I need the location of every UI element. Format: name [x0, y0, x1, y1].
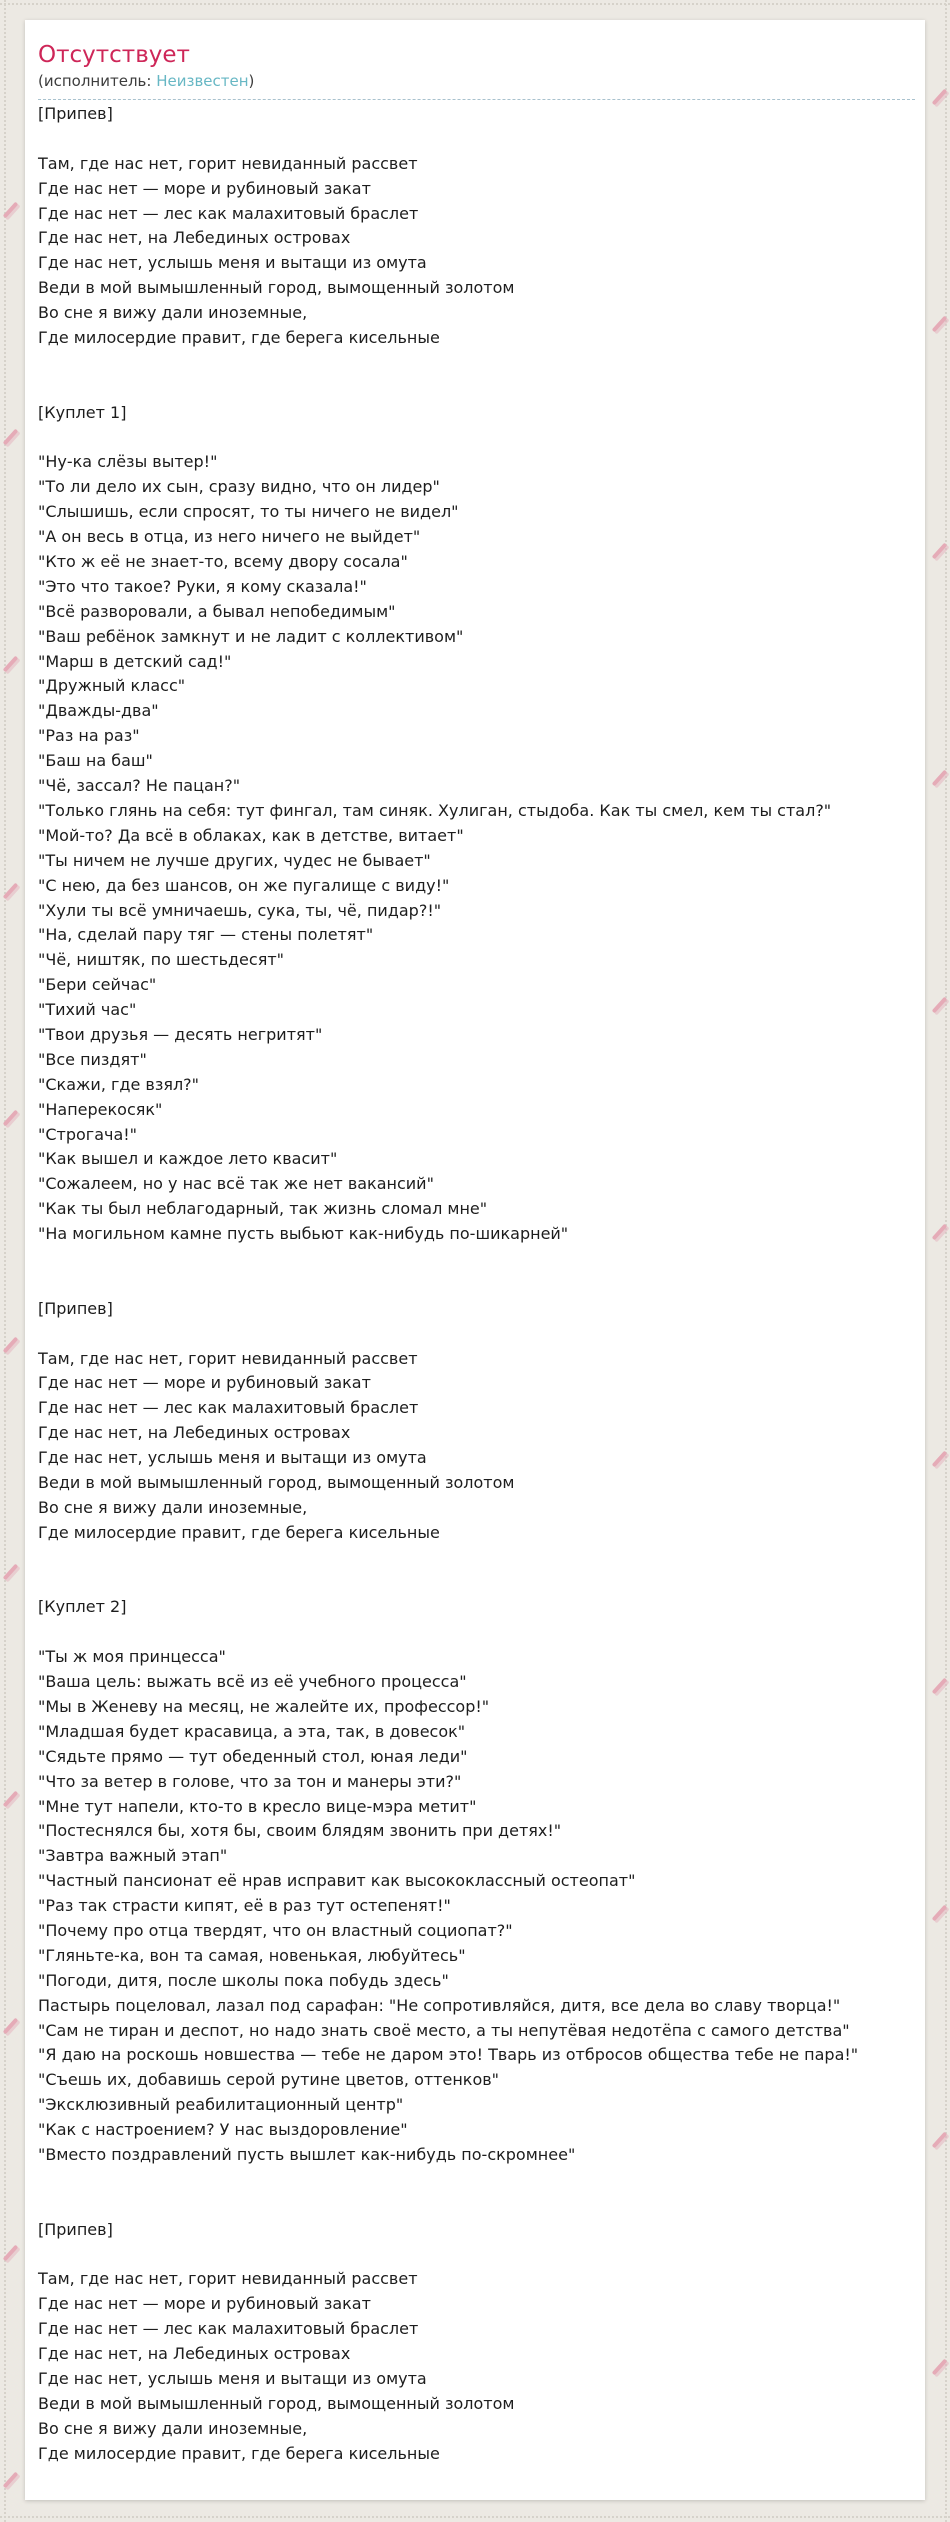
lyric-line: "Слышишь, если спросят, то ты ничего не видел" [38, 502, 459, 522]
lyric-line: Где нас нет — море и рубиновый закат [38, 178, 371, 198]
lyric-line [38, 376, 915, 401]
lyric-line: "Бери сейчас" [38, 975, 157, 995]
lyric-line: "Строгача!" [38, 1124, 138, 1144]
lyric-line: "Ваша цель: выжать всё из её учебного процесса" [38, 1672, 467, 1692]
lyric-line: Где нас нет, на Лебединых островах [38, 1423, 351, 1443]
lyric-line: "Сядьте прямо — тут обеденный стол, юная леди" [38, 1746, 468, 1766]
section-label: [Куплет 2] [38, 1597, 127, 1617]
lyric-line: "Раз на раз" [38, 726, 140, 746]
lyric-line: "На могильном камне пусть выбьют как-нибудь по-шикарней" [38, 1224, 569, 1244]
lyric-line: "Ваш ребёнок замкнут и не ладит с коллективом" [38, 626, 464, 646]
lyric-line: Где нас нет, услышь меня и вытащи из омута [38, 1448, 427, 1468]
lyric-line: "Дважды-два" [38, 701, 159, 721]
song-title: Отсутствует [38, 42, 190, 68]
lyric-line [38, 1571, 915, 1596]
lyric-line [38, 2168, 915, 2193]
lyric-line: "Мы в Женеву на месяц, не жалейте их, профессор!" [38, 1697, 490, 1716]
lyric-line: Там, где нас нет, горит невиданный рассвет [38, 153, 418, 173]
lyric-line: "Чё, ништяк, по шестьдесят" [38, 950, 284, 970]
page-edge-left [4, 0, 6, 2522]
lyric-line: Во сне я вижу дали иноземные, [38, 2418, 308, 2438]
lyric-line: "Погоди, дитя, после школы пока побудь здесь" [38, 1970, 449, 1990]
section-label: [Припев] [38, 1298, 113, 1318]
lyric-line: "Что за ветер в голове, что за тон и манеры эти?" [38, 1771, 462, 1791]
lyric-line: "Как с настроением? У нас выздоровление" [38, 2120, 408, 2140]
lyric-line [38, 1247, 915, 1272]
lyric-line: Где нас нет, на Лебединых островах [38, 2344, 351, 2364]
lyric-line [38, 426, 915, 451]
artist-link[interactable]: Неизвестен [156, 72, 249, 90]
lyric-line: Где нас нет, услышь меня и вытащи из омута [38, 253, 427, 273]
lyric-line: Где милосердие правит, где берега кисельные [38, 328, 440, 348]
artist-suffix: ) [248, 72, 255, 90]
section-label: [Припев] [38, 2219, 113, 2239]
lyric-line: Веди в мой вымышленный город, вымощенный золотом [38, 278, 515, 298]
page-edge-top [0, 3, 950, 5]
lyric-line: "На, сделай пару тяг — стены полетят" [38, 925, 374, 945]
lyric-line: Во сне я вижу дали иноземные, [38, 303, 308, 323]
lyric-line: "Мне тут напели, кто-то в кресло вице-мэра метит" [38, 1796, 477, 1816]
lyric-line: Где милосердие правит, где берега кисельные [38, 1522, 440, 1542]
lyric-line: Где нас нет — море и рубиновый закат [38, 2294, 371, 2314]
lyric-line: "Младшая будет красавица, а эта, так, в довесок" [38, 1721, 466, 1741]
lyric-line: Где милосердие правит, где берега кисельные [38, 2443, 440, 2463]
lyric-line [38, 1620, 915, 1645]
lyric-line: "Ты ж моя принцесса" [38, 1647, 226, 1667]
lyric-line: "А он весь в отца, из него ничего не выйдет" [38, 527, 421, 547]
lyric-line [38, 351, 915, 376]
lyric-line: "Только глянь на себя: тут фингал, там синяк. Хулиган, стыдоба. Как ты смел, кем ты стал?" [38, 800, 832, 820]
lyric-line: "Съешь их, добавишь серой рутине цветов, оттенков" [38, 2070, 500, 2090]
lyric-line: "Почему про отца твердят, что он властный социопат?" [38, 1921, 513, 1941]
lyric-line: "Раз так страсти кипят, её в раз тут остепенят!" [38, 1896, 451, 1916]
lyric-line: Пастырь поцеловал, лазал под сарафан: "Не сопротивляйся, дитя, все дела во славу творца!" [38, 1995, 841, 2015]
lyric-line: "Гляньте-ка, вон та самая, новенькая, любуйтесь" [38, 1945, 466, 1965]
lyric-line: "Сожалеем, но у нас всё так же нет вакансий" [38, 1174, 434, 1194]
lyric-line: Веди в мой вымышленный город, вымощенный золотом [38, 1472, 515, 1492]
lyric-line: Где нас нет, услышь меня и вытащи из омута [38, 2369, 427, 2389]
lyric-line: "Ты ничем не лучше других, чудес не бывает" [38, 850, 431, 870]
lyric-line: "Кто ж её не знает-то, всему двору сосала" [38, 552, 408, 572]
lyric-line: "Дружный класс" [38, 676, 186, 696]
lyric-line: "Сам не тиран и деспот, но надо знать своё место, а ты непутёвая недотёпа с самого детства" [38, 2020, 850, 2040]
lyric-line: "Ну-ка слёзы вытер!" [38, 452, 218, 472]
lyric-line: "Как вышел и каждое лето квасит" [38, 1149, 338, 1169]
lyrics-card [25, 20, 925, 2500]
lyric-line: Во сне я вижу дали иноземные, [38, 1497, 308, 1517]
lyric-line: "Завтра важный этап" [38, 1846, 228, 1866]
artist-prefix: (исполнитель: [38, 72, 152, 90]
lyric-line: "Чё, зассал? Не пацан?" [38, 776, 241, 796]
lyric-line: "Частный пансионат её нрав исправит как высококлассный остеопат" [38, 1871, 636, 1891]
page-edge-right [945, 0, 947, 2522]
lyric-line [38, 1272, 915, 1297]
lyric-line: "Это что такое? Руки, я кому сказала!" [38, 576, 367, 596]
lyric-line [38, 2193, 915, 2218]
lyric-line: "Постеснялся бы, хотя бы, своим блядям звонить при детях!" [38, 1821, 562, 1841]
lyric-line: "Скажи, где взял?" [38, 1074, 200, 1094]
lyric-line: Там, где нас нет, горит невиданный рассвет [38, 1348, 418, 1368]
artist-line [38, 72, 915, 100]
lyric-line: "Наперекосяк" [38, 1099, 163, 1119]
lyric-line: Веди в мой вымышленный город, вымощенный золотом [38, 2393, 515, 2413]
lyric-line [38, 2243, 915, 2268]
lyric-line: Где нас нет — море и рубиновый закат [38, 1373, 371, 1393]
page-edge-bottom [0, 2516, 950, 2518]
lyric-line: "Вместо поздравлений пусть вышлет как-нибудь по-скромнее" [38, 2145, 576, 2165]
lyric-line: "Как ты был неблагодарный, так жизнь сломал мне" [38, 1199, 488, 1219]
lyrics [38, 102, 915, 2467]
lyric-line: "Эксклюзивный реабилитационный центр" [38, 2095, 404, 2115]
lyric-line [38, 1546, 915, 1571]
lyric-line: "Баш на баш" [38, 751, 153, 771]
lyric-line: "Мой-то? Да всё в облаках, как в детстве, витает" [38, 825, 464, 845]
lyric-line: "Твои друзья — десять негритят" [38, 1024, 323, 1044]
lyric-line: "Хули ты всё умничаешь, сука, ты, чё, пидар?!" [38, 900, 442, 920]
lyric-line: Где нас нет, на Лебединых островах [38, 228, 351, 248]
lyric-line: Где нас нет — лес как малахитовый браслет [38, 203, 419, 223]
lyric-line: "С нею, да без шансов, он же пугалище с виду!" [38, 875, 450, 895]
lyric-line: "Я даю на роскошь новшества — тебе не даром это! Тварь из отбросов общества тебе не пара!" [38, 2045, 859, 2065]
section-label: [Припев] [38, 104, 113, 123]
lyric-line [38, 127, 915, 152]
lyric-line: "То ли дело их сын, сразу видно, что он лидер" [38, 477, 440, 497]
lyric-line: "Все пиздят" [38, 1049, 147, 1069]
lyric-line: Где нас нет — лес как малахитовый браслет [38, 2319, 419, 2339]
lyric-line [38, 1322, 915, 1347]
lyric-line: "Тихий час" [38, 1000, 137, 1020]
lyric-line: "Марш в детский сад!" [38, 651, 232, 671]
lyric-line: "Всё разворовали, а бывал непобедимым" [38, 601, 396, 621]
section-label: [Куплет 1] [38, 402, 127, 422]
lyric-line: Где нас нет — лес как малахитовый браслет [38, 1398, 419, 1418]
lyric-line: Там, где нас нет, горит невиданный рассвет [38, 2269, 418, 2289]
